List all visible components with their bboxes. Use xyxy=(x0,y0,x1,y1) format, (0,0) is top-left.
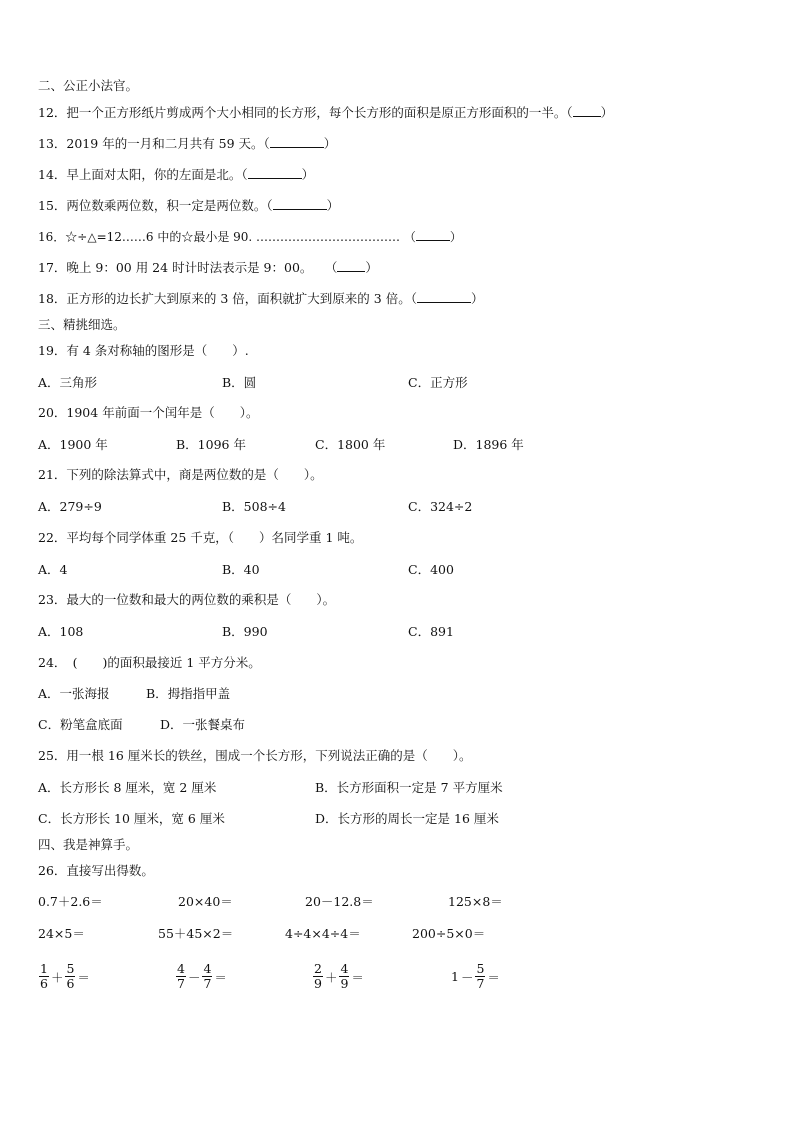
calc-item: 200÷5×0＝ xyxy=(412,926,486,941)
question-number: 13． xyxy=(38,136,67,151)
question-text: 正方形的边长扩大到原来的 3 倍，面积就扩大到原来的 3 倍。（ xyxy=(66,291,417,306)
question-26-stem: 26．直接写出得数。 xyxy=(38,863,154,878)
question-text: 早上面对太阳，你的左面是北。（ xyxy=(66,167,248,182)
close-paren: ） xyxy=(365,260,378,275)
q19-option-b[interactable]: B．圆 xyxy=(222,375,257,390)
answer-blank[interactable] xyxy=(573,104,601,117)
section-heading-3: 三、精挑细选。 xyxy=(38,317,126,332)
question-number: 14． xyxy=(38,167,67,182)
fraction: $\frac{4}{7}$ xyxy=(177,961,185,991)
fraction-expression-4: 1 － $\frac{5}{7}$ ＝ xyxy=(451,961,500,991)
close-paren: ） xyxy=(301,167,315,182)
fraction-expression-1: $\frac{1}{6}$ ＋ $\frac{5}{6}$ ＝ xyxy=(40,961,90,991)
fraction: $\frac{5}{7}$ xyxy=(476,961,485,991)
question-number: 18． xyxy=(38,291,67,306)
answer-blank[interactable] xyxy=(273,197,327,210)
section-heading-4: 四、我是神算手。 xyxy=(38,837,139,852)
answer-blank[interactable] xyxy=(270,135,324,148)
q24-option-b[interactable]: B．拇指指甲盖 xyxy=(146,686,231,701)
question-15 xyxy=(38,197,339,214)
q20-option-a[interactable]: A．1900 年 xyxy=(38,437,108,452)
question-22-stem: 22．平均每个同学体重 25 千克，（ ）名同学重 1 吨。 xyxy=(38,530,363,545)
question-text: 2019 年的一月和二月共有 59 天。（ xyxy=(66,136,270,151)
q22-option-b[interactable]: B．40 xyxy=(222,562,260,577)
q20-option-c[interactable]: C．1800 年 xyxy=(315,437,386,452)
fraction-expression-3: $\frac{2}{9}$ ＋ $\frac{4}{9}$ ＝ xyxy=(314,961,364,991)
calc-item: 24×5＝ xyxy=(38,926,85,941)
question-23-stem: 23．最大的一位数和最大的两位数的乘积是（ ）。 xyxy=(38,592,336,607)
question-text: ☆÷△=12……6 中的☆最小是 90. ……………………………… （ xyxy=(65,230,416,244)
q25-option-c[interactable]: C．长方形长 10 厘米，宽 6 厘米 xyxy=(38,811,225,826)
close-paren: ） xyxy=(600,105,614,120)
q25-option-b[interactable]: B．长方形面积一定是 7 平方厘米 xyxy=(315,780,503,795)
question-12 xyxy=(38,104,613,121)
close-paren: ） xyxy=(326,198,340,213)
q24-option-c[interactable]: C．粉笔盒底面 xyxy=(38,717,123,732)
q25-option-d[interactable]: D．长方形的周长一定是 16 厘米 xyxy=(315,811,499,826)
question-18 xyxy=(38,290,483,307)
question-text: 晚上 9：00 用 24 时计时法表示是 9：00。 （ xyxy=(66,260,338,275)
q20-option-d[interactable]: D．1896 年 xyxy=(453,437,524,452)
close-paren: ） xyxy=(470,291,484,306)
question-text: 把一个正方形纸片剪成两个大小相同的长方形，每个长方形的面积是原正方形面积的一半。（ xyxy=(66,105,573,120)
question-number: 15． xyxy=(38,198,67,213)
question-21-stem: 21．下列的除法算式中，商是两位数的是（ ）。 xyxy=(38,467,323,482)
calc-item: 20－12.8＝ xyxy=(305,894,374,909)
answer-blank[interactable] xyxy=(337,259,365,272)
close-paren: ） xyxy=(323,136,337,151)
question-24-stem: 24． ( )的面积最接近 1 平方分米。 xyxy=(38,655,261,670)
calc-item: 4÷4×4÷4＝ xyxy=(285,926,361,941)
fraction: $\frac{5}{6}$ xyxy=(66,961,75,991)
q21-option-b[interactable]: B．508÷4 xyxy=(222,499,286,514)
fraction: $\frac{1}{6}$ xyxy=(40,961,48,991)
calc-item: 125×8＝ xyxy=(448,894,503,909)
calc-item: 20×40＝ xyxy=(178,894,233,909)
question-number: 16． xyxy=(38,230,66,244)
question-number: 12． xyxy=(38,105,67,120)
whole-number: 1 xyxy=(451,969,459,984)
q21-option-c[interactable]: C．324÷2 xyxy=(408,499,473,514)
section-heading-2: 二、公正小法官。 xyxy=(38,78,139,93)
fraction: $\frac{2}{9}$ xyxy=(314,961,322,991)
close-paren: ） xyxy=(449,230,462,244)
q23-option-b[interactable]: B．990 xyxy=(222,624,268,639)
q21-option-a[interactable]: A．279÷9 xyxy=(38,499,102,514)
question-25-stem: 25．用一根 16 厘米长的铁丝，围成一个长方形，下列说法正确的是（ ）。 xyxy=(38,748,472,763)
q23-option-c[interactable]: C．891 xyxy=(408,624,454,639)
question-19-stem: 19．有 4 条对称轴的图形是（ ）. xyxy=(38,343,249,358)
answer-blank[interactable] xyxy=(248,166,302,179)
calc-item: 0.7＋2.6＝ xyxy=(38,894,103,909)
question-number: 17． xyxy=(38,260,67,275)
question-text: 两位数乘两位数，积一定是两位数。（ xyxy=(66,198,273,213)
fraction: $\frac{4}{7}$ xyxy=(203,961,212,991)
q22-option-c[interactable]: C．400 xyxy=(408,562,454,577)
fraction: $\frac{4}{9}$ xyxy=(340,961,349,991)
q19-option-c[interactable]: C．正方形 xyxy=(408,375,468,390)
calc-item: 55＋45×2＝ xyxy=(158,926,234,941)
q20-option-b[interactable]: B．1096 年 xyxy=(176,437,246,452)
question-14 xyxy=(38,166,314,183)
fraction-expression-2: $\frac{4}{7}$ － $\frac{4}{7}$ ＝ xyxy=(177,961,227,991)
q24-option-d[interactable]: D．一张餐桌布 xyxy=(160,717,246,732)
question-13 xyxy=(38,135,336,152)
question-20-stem: 20．1904 年前面一个闰年是（ ）。 xyxy=(38,405,259,420)
answer-blank[interactable] xyxy=(417,290,471,303)
question-17 xyxy=(38,259,378,276)
question-16 xyxy=(38,228,462,245)
q25-option-a[interactable]: A．长方形长 8 厘米，宽 2 厘米 xyxy=(38,780,217,795)
q24-option-a[interactable]: A．一张海报 xyxy=(38,686,110,701)
q23-option-a[interactable]: A．108 xyxy=(38,624,84,639)
q22-option-a[interactable]: A．4 xyxy=(38,562,68,577)
q19-option-a[interactable]: A．三角形 xyxy=(38,375,98,390)
answer-blank[interactable] xyxy=(416,228,450,241)
